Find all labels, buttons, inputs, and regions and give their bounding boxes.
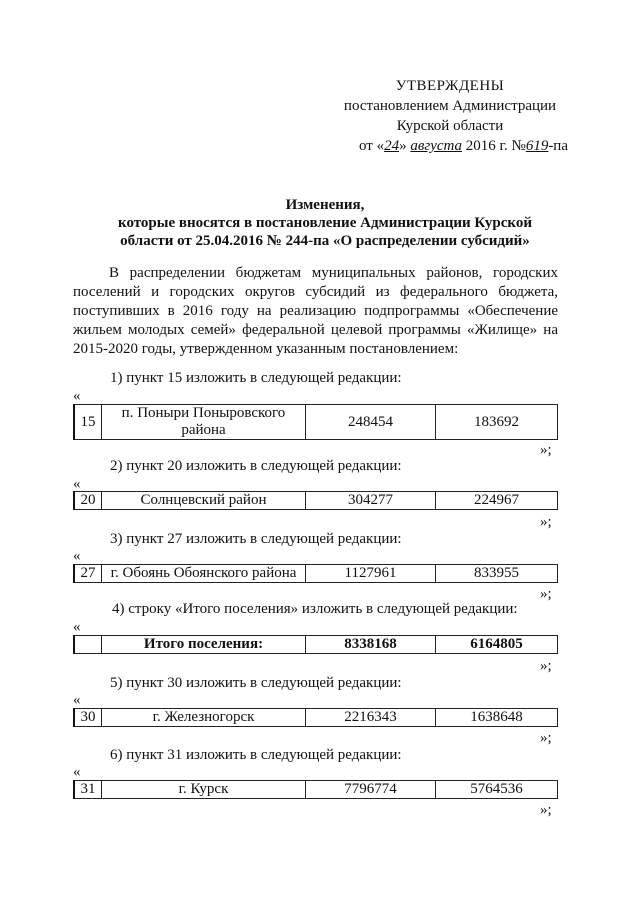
row-number bbox=[74, 636, 102, 654]
change-table bbox=[73, 708, 558, 727]
row-value-1: 7796774 bbox=[306, 781, 436, 799]
document-title bbox=[80, 196, 570, 250]
table-row bbox=[74, 636, 558, 654]
row-number: 27 bbox=[74, 565, 102, 583]
quote-open: « bbox=[73, 764, 81, 780]
change-table bbox=[73, 780, 558, 799]
approval-date-line bbox=[330, 136, 568, 156]
quote-open: « bbox=[73, 476, 81, 492]
change-table bbox=[73, 635, 558, 654]
quote-close: »; bbox=[540, 514, 552, 530]
intro-text: В распределении бюджетам муниципальных районов, городских поселений и городских округов субсидий из федерального бюджета, поступивших в 2016 году на реализацию подпрограммы «Обеспечение жильем молодых семей» федеральной целевой программы «Жилище» на 2015-2020 годы, утвержденном указанным постановлением: bbox=[73, 265, 558, 357]
change-label: 6) пункт 31 изложить в следующей редакции: bbox=[110, 747, 402, 763]
change-label: 1) пункт 15 изложить в следующей редакции: bbox=[110, 370, 402, 386]
table-row bbox=[74, 781, 558, 799]
row-name: г. Железногорск bbox=[102, 709, 306, 727]
approval-block bbox=[330, 76, 570, 156]
date-year: 2016 г. № bbox=[465, 138, 526, 154]
row-name: г. Курск bbox=[102, 781, 306, 799]
title-line-2: которые вносятся в постановление Администрации Курской bbox=[118, 215, 532, 231]
quote-open: « bbox=[73, 548, 81, 564]
quote-close: »; bbox=[540, 730, 552, 746]
row-name: п. Поныри Поныровского района bbox=[102, 405, 306, 440]
title-line-1: Изменения, bbox=[285, 197, 365, 213]
row-name: г. Обоянь Обоянского района bbox=[102, 565, 306, 583]
quote-close: »; bbox=[540, 802, 552, 818]
quote-open: « bbox=[73, 388, 81, 404]
approval-line-2: Курской области bbox=[396, 118, 504, 134]
row-value-1: 304277 bbox=[306, 492, 436, 510]
decree-suffix: -па bbox=[548, 138, 568, 154]
decree-number: 619 bbox=[525, 138, 549, 154]
table-row bbox=[74, 405, 558, 440]
row-value-1: 248454 bbox=[306, 405, 436, 440]
table-row bbox=[74, 492, 558, 510]
row-value-1: 8338168 bbox=[306, 636, 436, 654]
date-prefix: от « bbox=[358, 138, 385, 154]
date-month: августа bbox=[410, 138, 463, 154]
row-value-2: 224967 bbox=[436, 492, 558, 510]
date-day: 24 bbox=[384, 138, 400, 154]
title-line-3: области от 25.04.2016 № 244-па «О распределении субсидий» bbox=[120, 233, 530, 249]
row-number: 30 bbox=[74, 709, 102, 727]
quote-close: »; bbox=[540, 658, 552, 674]
change-label: 4) строку «Итого поселения» изложить в следующей редакции: bbox=[112, 601, 518, 617]
intro-paragraph bbox=[73, 264, 558, 359]
quote-open: « bbox=[73, 692, 81, 708]
row-name: Итого поселения: bbox=[102, 636, 306, 654]
change-table bbox=[73, 404, 558, 440]
row-value-1: 1127961 bbox=[306, 565, 436, 583]
row-name: Солнцевский район bbox=[102, 492, 306, 510]
change-table bbox=[73, 564, 558, 583]
change-label: 3) пункт 27 изложить в следующей редакции: bbox=[110, 531, 402, 547]
date-mid: » bbox=[399, 138, 407, 154]
change-label: 5) пункт 30 изложить в следующей редакции: bbox=[110, 675, 402, 691]
row-number: 20 bbox=[74, 492, 102, 510]
row-number: 15 bbox=[74, 405, 102, 440]
quote-close: »; bbox=[540, 586, 552, 602]
quote-open: « bbox=[73, 619, 81, 635]
approval-title: УТВЕРЖДЕНЫ bbox=[395, 78, 505, 94]
change-label: 2) пункт 20 изложить в следующей редакции: bbox=[110, 458, 402, 474]
table-row bbox=[74, 565, 558, 583]
change-table bbox=[73, 491, 558, 510]
quote-close: »; bbox=[540, 442, 552, 458]
row-value-2: 6164805 bbox=[436, 636, 558, 654]
row-value-2: 5764536 bbox=[436, 781, 558, 799]
row-value-2: 183692 bbox=[436, 405, 558, 440]
row-value-2: 1638648 bbox=[436, 709, 558, 727]
row-value-2: 833955 bbox=[436, 565, 558, 583]
table-row bbox=[74, 709, 558, 727]
approval-line-1: постановлением Администрации bbox=[343, 98, 557, 114]
row-value-1: 2216343 bbox=[306, 709, 436, 727]
row-number: 31 bbox=[74, 781, 102, 799]
